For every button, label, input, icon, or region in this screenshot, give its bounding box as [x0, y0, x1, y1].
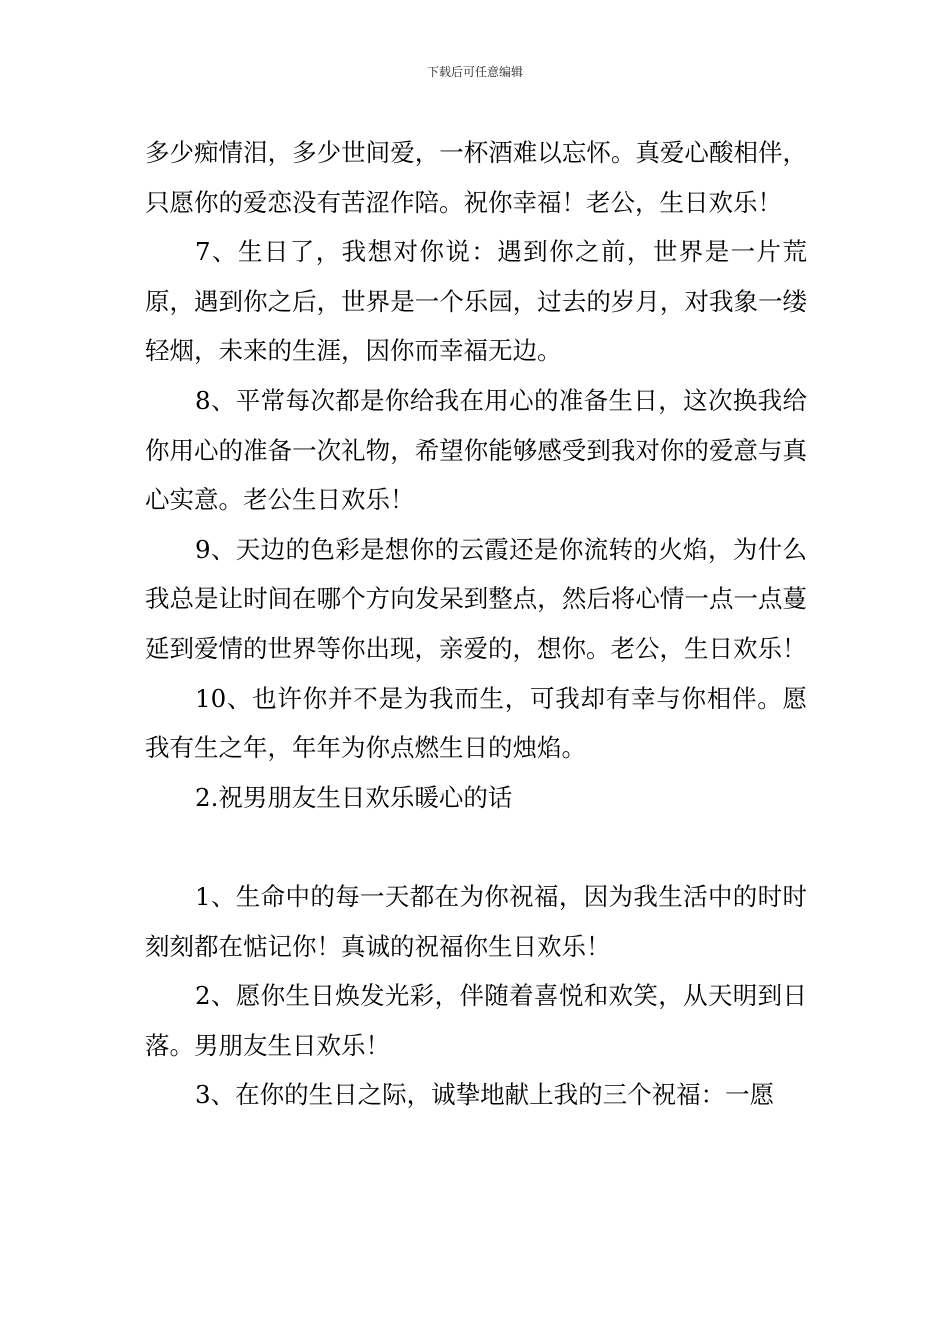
section-heading: 2.祝男朋友生日欢乐暖心的话	[195, 782, 513, 812]
paragraph-item-8: 8、平常每次都是你给我在用心的准备生日，这次换我给你用心的准备一次礼物，希望你能够感受到我对你的爱意与真心实意。老公生日欢乐！	[145, 385, 807, 515]
paragraph-item-7: 7、生日了，我想对你说：遇到你之前，世界是一片荒原，遇到你之后，世界是一个乐园，过去的岁月，对我象一缕轻烟，未来的生涯，因你而幸福无边。	[145, 237, 807, 366]
paragraph-item-1: 1、生命中的每一天都在为你祝福，因为我生活中的时时刻刻都在惦记你！真诚的祝福你生日欢乐！	[145, 881, 807, 961]
paragraph-continuation: 多少痴情泪，多少世间爱，一杯酒难以忘怀。真爱心酸相伴，只愿你的爱恋没有苦涩作陪。祝你幸福！老公，生日欢乐！	[145, 138, 807, 217]
blank-line	[145, 822, 807, 872]
paragraph-item-9: 9、天边的色彩是想你的云霞还是你流转的火焰，为什么我总是让时间在哪个方向发呆到整点，然后将心情一点一点蔓延到爱情的世界等你出现，亲爱的，想你。老公，生日欢乐！	[145, 534, 807, 663]
paragraph-item-3: 3、在你的生日之际，诚挚地献上我的三个祝福：一愿	[195, 1080, 775, 1110]
document-body	[145, 128, 807, 1120]
paragraph-item-2: 2、愿你生日焕发光彩，伴随着喜悦和欢笑，从天明到日落。男朋友生日欢乐！	[145, 981, 807, 1060]
page-header-note: 下载后可任意编辑	[426, 65, 523, 79]
paragraph-item-10: 10、也许你并不是为我而生，可我却有幸与你相伴。愿我有生之年，年年为你点燃生日的烛焰。	[145, 683, 807, 763]
